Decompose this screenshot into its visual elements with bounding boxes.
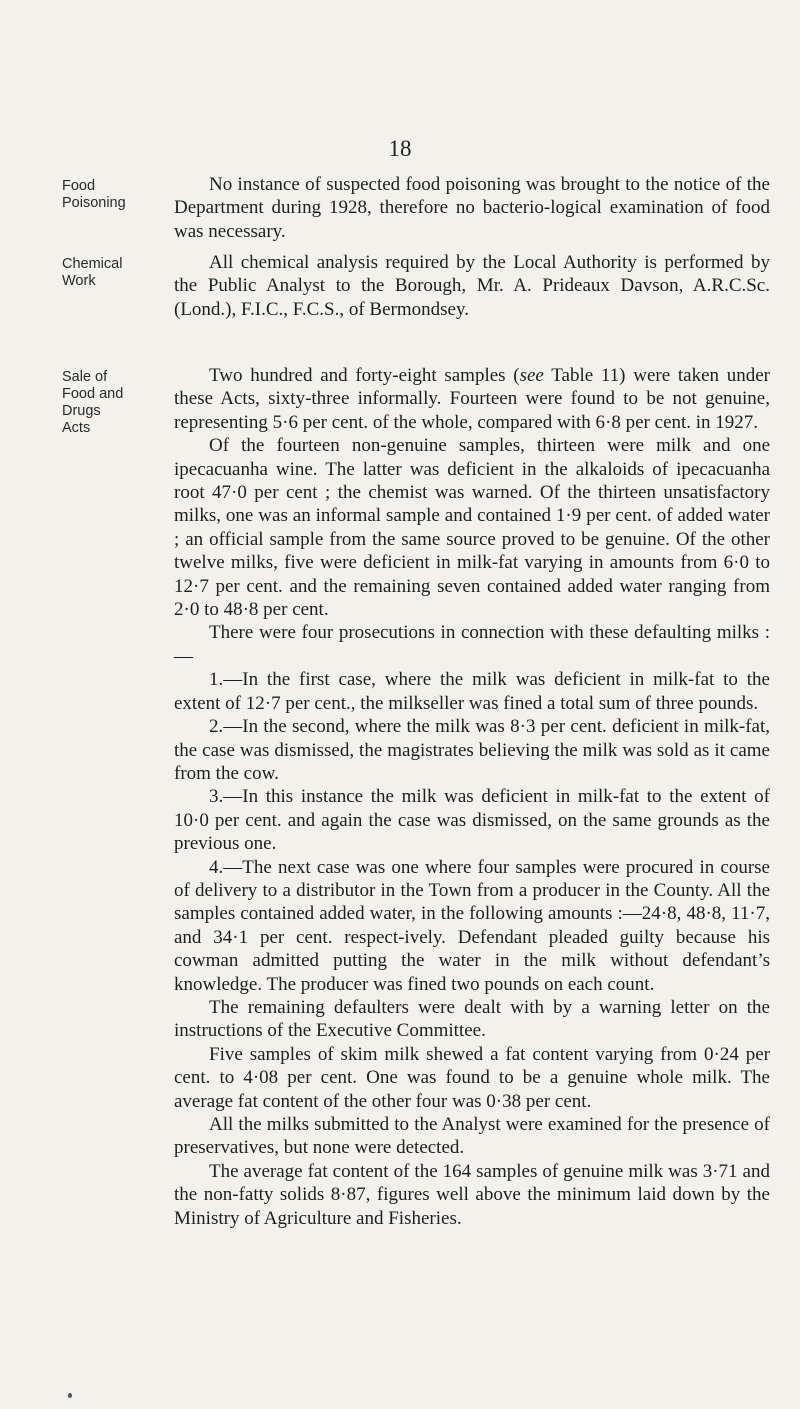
margin-heading-line: Poisoning bbox=[62, 195, 126, 211]
intro-text-b: Table 11) were taken under these Acts, sixty-three informally. Fourteen were found to be not genuine, representing 5·6 per cent. of the whole, compared with 6·8 per cent. in 1927. bbox=[174, 365, 770, 433]
margin-heading-line: Food bbox=[62, 178, 96, 194]
paragraph: All chemical analysis required by the Local Authority is performed by the Public Analyst to the Borough, Mr. A. Prideaux Davson, A.R.C.Sc. (Lond.), F.I.C., F.C.S., of Bermondsey. bbox=[174, 252, 770, 320]
margin-heading-line: Drugs bbox=[62, 403, 101, 419]
paragraph: The average fat content of the 164 samples of genuine milk was 3·71 and the non-fatty solids 8·87, figures well above the minimum laid down by the Ministry of Agriculture and Fisheries. bbox=[174, 1160, 770, 1229]
paragraph: There were four prosecutions in connection with these defaulting milks :— bbox=[174, 622, 770, 667]
case-item: 3.—In this instance the milk was deficient in milk-fat to the extent of 10·0 per cent. and again the case was dismissed, on the same grounds as the previous one. bbox=[174, 786, 770, 855]
print-speck bbox=[68, 1393, 72, 1398]
margin-heading-line: Work bbox=[62, 273, 96, 289]
paragraph: Five samples of skim milk shewed a fat content varying from 0·24 per cent. to 4·08 per cent. One was found to be a genuine whole milk. The average fat content of the other four was 0·38 per cent. bbox=[174, 1043, 770, 1112]
paragraph: No instance of suspected food poisoning was brought to the notice of the Department during 1928, therefore no bacterio-logical examination of food was necessary. bbox=[174, 174, 770, 242]
paragraph: Of the fourteen non-genuine samples, thirteen were milk and one ipecacuanha wine. The latter was deficient in the alkaloids of ipecacuanha root 47·0 per cent ; the chemist was warned. Of the thirteen unsatisfactory milks, one was an informal sample and contained 1·9 per cent. of added water ; an official sample from the same source proved to be genuine. Of the other twelve milks, five were deficient in milk-fat varying in amounts from 6·0 to 12·7 per cent. and the remaining seven contained added water ranging from 2·0 to 48·8 per cent. bbox=[174, 435, 770, 621]
section-chemical-work bbox=[174, 251, 770, 321]
case-item: 1.—In the first case, where the milk was deficient in milk-fat to the extent of 12·7 per cent., the milkseller was fined a total sum of three pounds. bbox=[174, 669, 770, 714]
case-item: 4.—The next case was one where four samples were procured in course of delivery to a distributor in the Town from a producer in the County. All the samples contained added water, in the following amounts :—24·8, 48·8, 11·7, and 34·1 per cent. respect-ively. Defendant pleaded guilty because his cowman admitted putting the water in the milk without defendant’s knowledge. The producer was fined two pounds on each count. bbox=[174, 856, 770, 995]
margin-heading-sale-of-food-and-drugs-acts bbox=[62, 369, 162, 437]
margin-heading-line: Food and bbox=[62, 386, 124, 402]
paragraph: All the milks submitted to the Analyst were examined for the presence of preservatives, but none were detected. bbox=[174, 1114, 770, 1159]
margin-heading-line: Acts bbox=[62, 420, 91, 436]
margin-heading-chemical-work bbox=[62, 256, 162, 290]
intro-see: see bbox=[519, 365, 544, 386]
page-number: 18 bbox=[388, 136, 412, 161]
case-item: 2.—In the second, where the milk was 8·3 per cent. deficient in milk-fat, the case was dismissed, the magistrates believing the milk was sold as it came from the cow. bbox=[174, 716, 770, 784]
paragraph-intro bbox=[174, 364, 770, 434]
margin-heading-food-poisoning bbox=[62, 178, 162, 212]
section-sale-of-food-and-drugs bbox=[174, 364, 770, 1230]
section-food-poisoning bbox=[174, 173, 770, 243]
margin-heading-line: Chemical bbox=[62, 256, 123, 272]
margin-heading-line: Sale of bbox=[62, 369, 108, 385]
intro-text-a: Two hundred and forty-eight samples ( bbox=[209, 365, 520, 386]
paragraph: The remaining defaulters were dealt with by a warning letter on the instructions of the Executive Committee. bbox=[174, 996, 770, 1042]
